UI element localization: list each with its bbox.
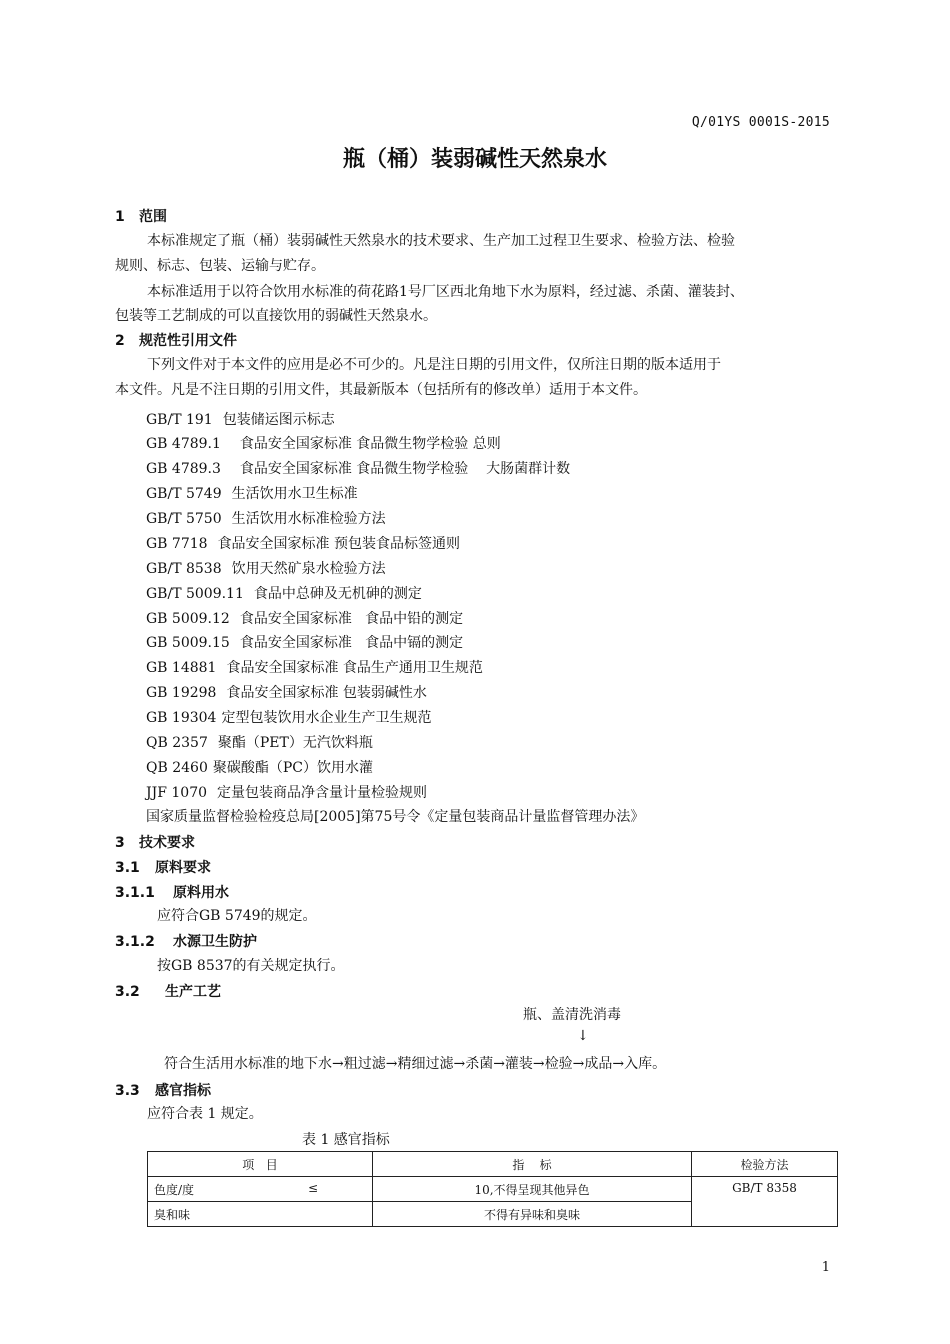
reference-title: 食品安全国家标准 食品中铅的测定 [239, 611, 464, 627]
section-1-heading [115, 206, 167, 226]
section-title: 生产工艺 [165, 984, 221, 1000]
reference-item [146, 682, 427, 702]
section-3-1-1-heading [115, 882, 229, 902]
reference-item [146, 409, 335, 429]
reference-title: 聚碳酸酯（PC）饮用水灌 [212, 760, 373, 776]
section-3-2-heading [115, 981, 221, 1001]
section-title: 范围 [139, 209, 167, 225]
reference-title: 生活饮用水卫生标准 [231, 486, 358, 502]
paragraph-line: 本标准规定了瓶（桶）装弱碱性天然泉水的技术要求、生产加工过程卫生要求、检验方法、检验 [147, 233, 735, 249]
section-3-1-2-heading [115, 931, 257, 951]
paragraph-line: 本标准适用于以符合饮用水标准的荷花路1号厂区西北角地下水为原料，经过滤、杀菌、灌装封、 [147, 284, 744, 300]
down-arrow-icon: ↓ [577, 1028, 589, 1044]
section-number: 2 [115, 333, 125, 349]
section-3-3-heading [115, 1080, 211, 1100]
section-title: 规范性引用文件 [139, 333, 237, 349]
reference-title: 生活饮用水标准检验方法 [231, 511, 386, 527]
table-cell-value: 不得有异味和臭味 [373, 1202, 692, 1227]
reference-code: GB 5009.15 [146, 635, 230, 651]
table-caption: 表 1 感官指标 [302, 1132, 390, 1148]
section-number: 3.2 [115, 984, 140, 1000]
paragraph-line: 规则、标志、包装、运输与贮存。 [115, 258, 325, 274]
reference-code: JJF 1070 [146, 785, 208, 801]
reference-code: GB 19304 [146, 710, 217, 726]
reference-item [146, 433, 501, 453]
section-title: 感官指标 [155, 1083, 211, 1099]
table-header-row [148, 1152, 838, 1177]
section-title: 原料要求 [155, 860, 211, 876]
reference-code: GB/T 5009.11 [146, 586, 244, 602]
section-number: 3.1.1 [115, 885, 155, 901]
reference-title: 定型包装饮用水企业生产卫生规范 [221, 710, 432, 726]
section-title: 原料用水 [173, 885, 229, 901]
column-header: 指 标 [373, 1152, 692, 1177]
column-header: 检验方法 [692, 1152, 838, 1177]
paragraph-line: 按GB 8537的有关规定执行。 [157, 958, 345, 974]
section-3-1-heading [115, 857, 211, 877]
reference-item [146, 732, 373, 752]
reference-code: GB 5009.12 [146, 611, 230, 627]
sensory-indicators-table [147, 1151, 838, 1227]
table-cell-item [148, 1177, 373, 1202]
process-flow-side-step: 瓶、盖清洗消毒 [523, 1007, 621, 1023]
reference-title: 聚酯（PET）无汽饮料瓶 [217, 735, 373, 751]
paragraph-line: 应符合表 1 规定。 [147, 1106, 263, 1122]
process-flow-main: 符合生活用水标准的地下水→粗过滤→精细过滤→杀菌→灌装→检验→成品→入库。 [164, 1056, 667, 1072]
reference-code: QB 2460 [146, 760, 208, 776]
reference-title: 食品安全国家标准 食品生产通用卫生规范 [226, 660, 483, 676]
reference-code: GB 4789.3 [146, 461, 221, 477]
reference-code: GB/T 5750 [146, 511, 222, 527]
section-number: 1 [115, 209, 125, 225]
reference-title: 食品安全国家标准 食品中镉的测定 [239, 635, 464, 651]
reference-title: 食品安全国家标准 包装弱碱性水 [226, 685, 427, 701]
reference-title: 食品安全国家标准 食品微生物学检验 总则 [230, 436, 501, 452]
reference-item [146, 632, 463, 652]
reference-item [146, 508, 386, 528]
reference-item [146, 583, 422, 603]
reference-item [146, 608, 463, 628]
reference-item [146, 558, 386, 578]
section-number: 3.1 [115, 860, 140, 876]
table-row [148, 1177, 838, 1202]
reference-code: QB 2357 [146, 735, 208, 751]
document-title: 瓶（桶）装弱碱性天然泉水 [342, 147, 607, 172]
table-cell-item: 臭和味 [148, 1202, 373, 1227]
paragraph-line: 应符合GB 5749的规定。 [157, 908, 317, 924]
decree-reference: 国家质量监督检验检疫总局[2005]第75号令《定量包装商品计量监督管理办法》 [146, 809, 645, 825]
paragraph-line: 本文件。凡是不注日期的引用文件，其最新版本（包括所有的修改单）适用于本文件。 [115, 382, 647, 398]
reference-code: GB 19298 [146, 685, 217, 701]
reference-item [146, 657, 483, 677]
reference-item [146, 533, 460, 553]
document-code: Q/01YS 0001S-2015 [691, 115, 830, 130]
column-header: 项 目 [148, 1152, 373, 1177]
table-cell-method: GB/T 8358 [692, 1177, 838, 1227]
section-title: 水源卫生防护 [173, 934, 257, 950]
reference-item [146, 782, 427, 802]
section-number: 3.1.2 [115, 934, 155, 950]
reference-title: 饮用天然矿泉水检验方法 [231, 561, 386, 577]
item-name: 色度/度 [154, 1182, 195, 1197]
table-cell-value: 10,不得呈现其他异色 [373, 1177, 692, 1202]
paragraph-line: 包装等工艺制成的可以直接饮用的弱碱性天然泉水。 [115, 308, 437, 324]
reference-item [146, 458, 570, 478]
section-number: 3 [115, 835, 125, 851]
reference-title: 食品安全国家标准 预包装食品标签通则 [217, 536, 461, 552]
reference-code: GB 4789.1 [146, 436, 221, 452]
reference-code: GB/T 8538 [146, 561, 222, 577]
page-number: 1 [821, 1260, 830, 1275]
reference-code: GB/T 191 [146, 412, 213, 428]
paragraph-line: 下列文件对于本文件的应用是必不可少的。凡是注日期的引用文件，仅所注日期的版本适用于 [147, 357, 721, 373]
reference-code: GB 7718 [146, 536, 208, 552]
section-2-heading [115, 330, 237, 350]
reference-title: 食品中总砷及无机砷的测定 [253, 586, 422, 602]
reference-code: GB/T 5749 [146, 486, 222, 502]
reference-title: 包装储运图示标志 [222, 412, 335, 428]
reference-title: 定量包装商品净含量计量检验规则 [217, 785, 428, 801]
reference-item [146, 483, 358, 503]
reference-title: 食品安全国家标准 食品微生物学检验 大肠菌群计数 [230, 461, 571, 477]
reference-item [146, 707, 431, 727]
section-title: 技术要求 [139, 835, 195, 851]
reference-item [146, 757, 373, 777]
section-number: 3.3 [115, 1083, 140, 1099]
reference-code: GB 14881 [146, 660, 217, 676]
operator-symbol: ≤ [307, 1180, 318, 1195]
section-3-heading [115, 832, 195, 852]
